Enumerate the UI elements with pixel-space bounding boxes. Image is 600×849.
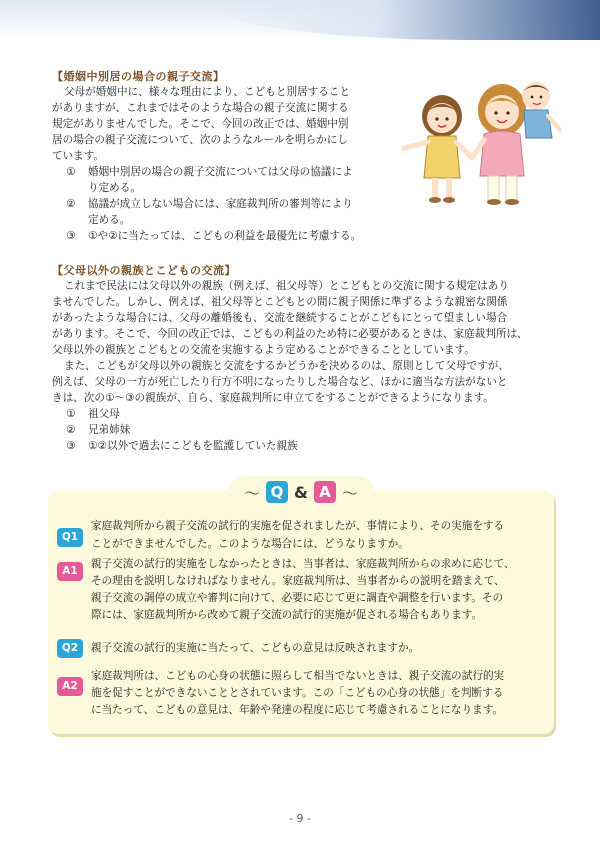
qa-line: に当たって、こどもの意見は、年齢や発達の程度に応じて考慮されることになります。 [91, 704, 504, 716]
list-item-continuation: り定める。 [88, 182, 141, 194]
paragraph-line: があります。そこで、今回の改正では、こどもの利益のため特に必要があるときは、家庭裁判所は、 [52, 328, 528, 340]
list-item [66, 196, 353, 212]
paragraph-line: ませんでした。しかし、例えば、祖父母等とこどもとの間に親子関係に準ずるような親密な関係 [52, 296, 508, 308]
paragraph-line: ています。 [52, 150, 105, 162]
a-mark: A [314, 481, 336, 503]
q-mark: Q [266, 481, 288, 503]
list-number: ③ [66, 230, 76, 242]
girl-figure [404, 95, 472, 203]
ampersand: & [294, 482, 308, 502]
list-item-continuation: 定める。 [88, 214, 131, 226]
paragraph-line: 父母以外の親族とこどもとの交流を実施するよう定めることができることとしています。 [52, 344, 475, 356]
section1-heading: 【婚姻中別居の場合の親子交流】 [52, 70, 225, 83]
header-band [0, 0, 600, 42]
paragraph-line: 例えば、父母の一方が死亡したり行方不明になったりした場合など、ほかに適当な方法がないと [52, 376, 508, 388]
list-text: 協議が成立しない場合には、家庭裁判所の審判等により [88, 198, 353, 210]
qa-line: 親子交流の試行的実施をしなかったときは、当事者は、家庭裁判所からの求めに応じて、 [91, 558, 515, 570]
list-text: 兄弟姉妹 [88, 424, 131, 436]
qa-banner [228, 476, 374, 508]
list-text: ①②以外で過去にこどもを監護していた親族 [88, 440, 298, 452]
qa-line: 際には、家庭裁判所から改めて親子交流の試行的実施が促される場合もあります。 [91, 609, 483, 621]
qa-line: 家庭裁判所から親子交流の試行的実施を促されましたが、事情により、その実施をする [91, 520, 505, 532]
list-item [66, 164, 353, 180]
qa-line: ことができませんでした。このような場合には、どうなりますか。 [91, 538, 409, 550]
list-text: ①や②に当たっては、こどもの利益を最優先に考慮する。 [88, 230, 362, 242]
list-number: ① [66, 166, 76, 178]
list-item [66, 422, 130, 438]
tilde-left: 〜 [244, 483, 261, 503]
list-number: ① [66, 408, 76, 420]
paragraph-line: 父母が婚姻中に、様々な理由により、こどもと別居すること [64, 86, 351, 98]
page-number: - 9 - [289, 812, 311, 825]
list-item [66, 438, 298, 454]
paragraph-line: があったような場合には、父母の離婚後も、交流を継続することがこどもにとって望ましい場合 [52, 312, 508, 324]
list-item [66, 406, 120, 422]
qa-line: その理由を説明しなければなりません。家庭裁判所は、当事者からの説明を踏まえて、 [91, 575, 505, 587]
qa-line: 親子交流の調停の成立や審判に向けて、必要に応じて更に調査や調整を行います。その [91, 592, 504, 604]
list-number: ③ [66, 440, 76, 452]
a2-badge: A2 [57, 677, 83, 696]
q2-text: 親子交流の試行的実施に当たって、こどもの意見は反映されますか。 [91, 642, 420, 654]
q2-badge: Q2 [57, 639, 83, 658]
qa-line: 施を促すことができないこととされています。この「こどもの心身の状態」を判断する [91, 687, 504, 699]
qa-line: 家庭裁判所は、こどもの心身の状態に照らして相当でないときは、親子交流の試行的実 [91, 670, 505, 682]
a1-badge: A1 [57, 562, 83, 581]
section2-heading: 【父母以外の親族とこどもの交流】 [52, 264, 236, 277]
header-swoosh [200, 0, 600, 40]
paragraph-line: 規定がありませんでした。そこで、今回の改正では、婚姻中別 [52, 118, 349, 130]
paragraph-line: また、こどもが父母以外の親族と交流をするかどうかを決めるのは、原則として父母ですが、 [64, 360, 509, 372]
list-number: ② [66, 424, 76, 436]
list-text: 婚姻中別居の場合の親子交流については父母の協議によ [88, 166, 353, 178]
list-number: ② [66, 198, 76, 210]
family-illustration [398, 66, 570, 208]
list-text: 祖父母 [88, 408, 120, 420]
paragraph-line: 居の場合の親子交流について、次のようなルールを明らかにし [52, 134, 348, 146]
q1-badge: Q1 [57, 528, 83, 547]
paragraph-line: きは、次の①～③の親族が、自ら、家庭裁判所に申立てをすることができるようになります。 [52, 392, 494, 404]
paragraph-line: がありますが、これまではそのような場合の親子交流に関する [52, 102, 349, 114]
list-item [66, 228, 361, 244]
paragraph-line: これまで民法には父母以外の親族（例えば、祖父母等）とこどもとの交流に関する規定はあり [64, 280, 509, 292]
boy-figure [522, 82, 560, 138]
tilde-right: 〜 [341, 483, 358, 503]
mother-figure [472, 84, 526, 205]
